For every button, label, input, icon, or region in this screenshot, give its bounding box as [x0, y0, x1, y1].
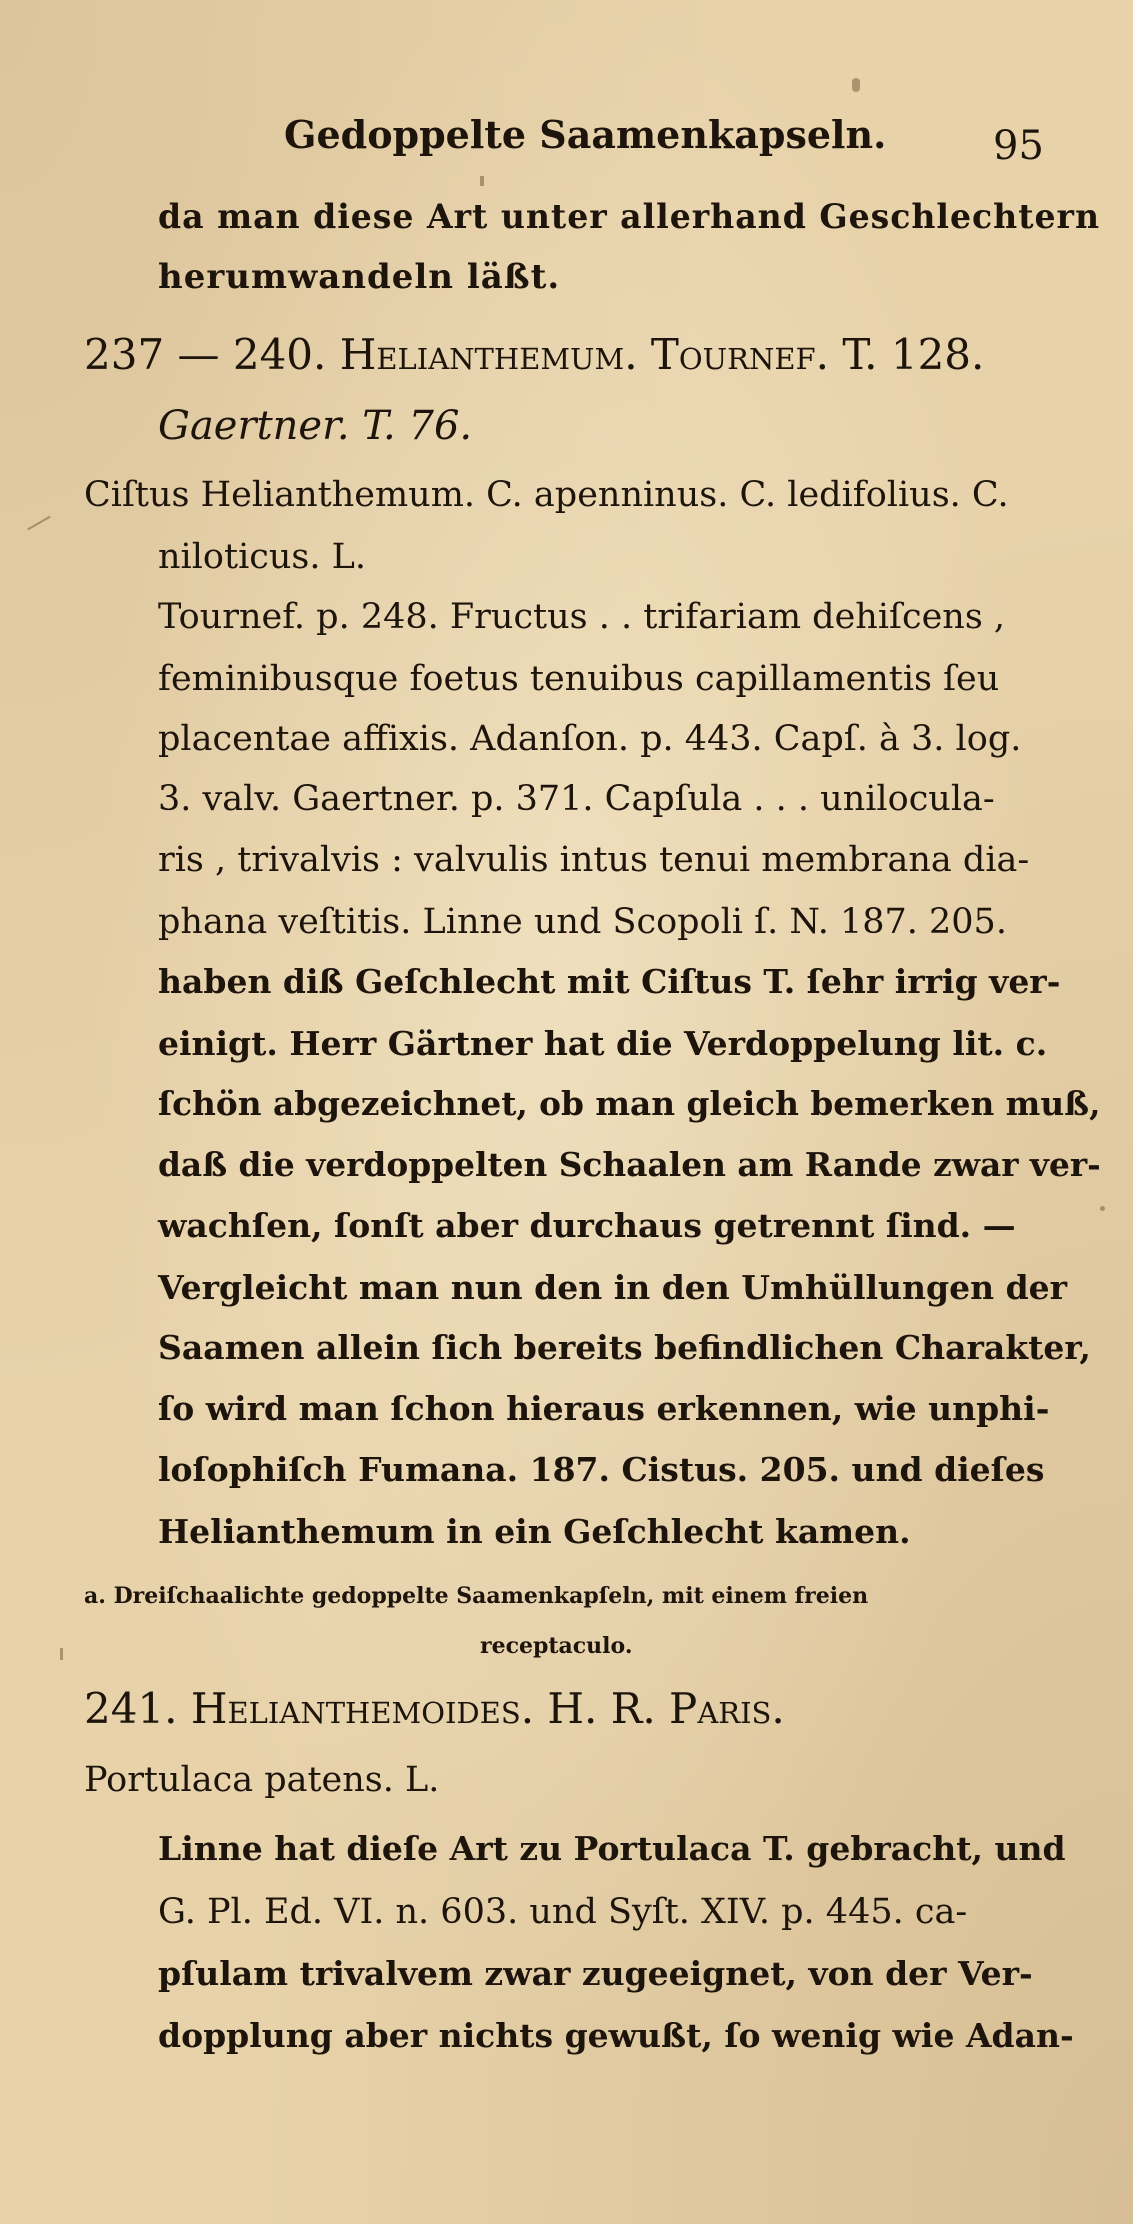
section-heading: a. Dreiſchaalichte gedoppelte Saamenkapſeln, mit einem freien: [84, 1583, 869, 1609]
text-line: Gaertner. T. 76.: [158, 403, 473, 449]
text-line: Saamen allein ſich bereits befindlichen Charakter,: [158, 1328, 1091, 1367]
text-line: phana veſtitis. Linne und Scopoli ſ. N. 187. 205.: [158, 902, 1007, 942]
ink-speck: [60, 1648, 63, 1660]
text-line: Vergleicht man nun den in den Umhüllungen der: [158, 1268, 1068, 1307]
text-line: placentae affixis. Adanſon. p. 443. Capſ. à 3. log.: [158, 719, 1022, 759]
running-title: Gedoppelte Saamenkapseln.: [284, 112, 887, 157]
text-line: wachſen, ſonſt aber durchaus getrennt ſind. —: [158, 1206, 1016, 1245]
text-line: Ciſtus Helianthemum. C. apenninus. C. ledifolius. C.: [84, 475, 1009, 515]
genus-heading: 241. Helianthemoides. H. R. Paris.: [84, 1684, 785, 1733]
text-line: haben diß Geſchlecht mit Ciſtus T. ſehr irrig ver-: [158, 962, 1061, 1001]
text-line: ſo wird man ſchon hieraus erkennen, wie unphi-: [158, 1389, 1050, 1428]
text-line: ris , trivalvis : valvulis intus tenui membrana dia-: [158, 840, 1030, 880]
text-line: loſophiſch Fumana. 187. Cistus. 205. und dieſes: [158, 1450, 1045, 1489]
text-line: da man diese Art unter allerhand Geschlechtern: [158, 197, 1101, 237]
genus-heading: 237 — 240. Helianthemum. Tournef. T. 128.: [84, 330, 985, 379]
text-line: dopplung aber nichts gewußt, ſo wenig wie Adan-: [158, 2016, 1074, 2055]
text-line: Portulaca patens. L.: [84, 1760, 440, 1800]
section-heading-continued: receptaculo.: [480, 1633, 633, 1659]
text-line: 3. valv. Gaertner. p. 371. Capſula . . . unilocula-: [158, 779, 995, 819]
text-line: daß die verdoppelten Schaalen am Rande zwar ver-: [158, 1145, 1101, 1184]
text-line: herumwandeln läßt.: [158, 257, 561, 297]
page-number: 95: [993, 123, 1044, 169]
text-line: Linne hat dieſe Art zu Portulaca T. gebracht, und: [158, 1829, 1066, 1868]
text-line: G. Pl. Ed. VI. n. 603. und Syſt. XIV. p. 445. ca-: [158, 1892, 968, 1932]
ink-speck: [1100, 1206, 1105, 1211]
ink-speck: [27, 516, 51, 531]
text-line: niloticus. L.: [158, 537, 366, 577]
ink-speck: [480, 176, 484, 186]
ink-speck: [852, 78, 860, 92]
text-line: feminibusque foetus tenuibus capillamentis ſeu: [158, 659, 1000, 699]
text-line: Helianthemum in ein Geſchlecht kamen.: [158, 1512, 911, 1551]
text-line: einigt. Herr Gärtner hat die Verdoppelung lit. c.: [158, 1024, 1048, 1063]
text-line: ſchön abgezeichnet, ob man gleich bemerken muß,: [158, 1084, 1101, 1123]
text-line: pſulam trivalvem zwar zugeeignet, von der Ver-: [158, 1954, 1033, 1993]
text-line: Tournef. p. 248. Fructus . . trifariam dehiſcens ,: [158, 597, 1006, 637]
